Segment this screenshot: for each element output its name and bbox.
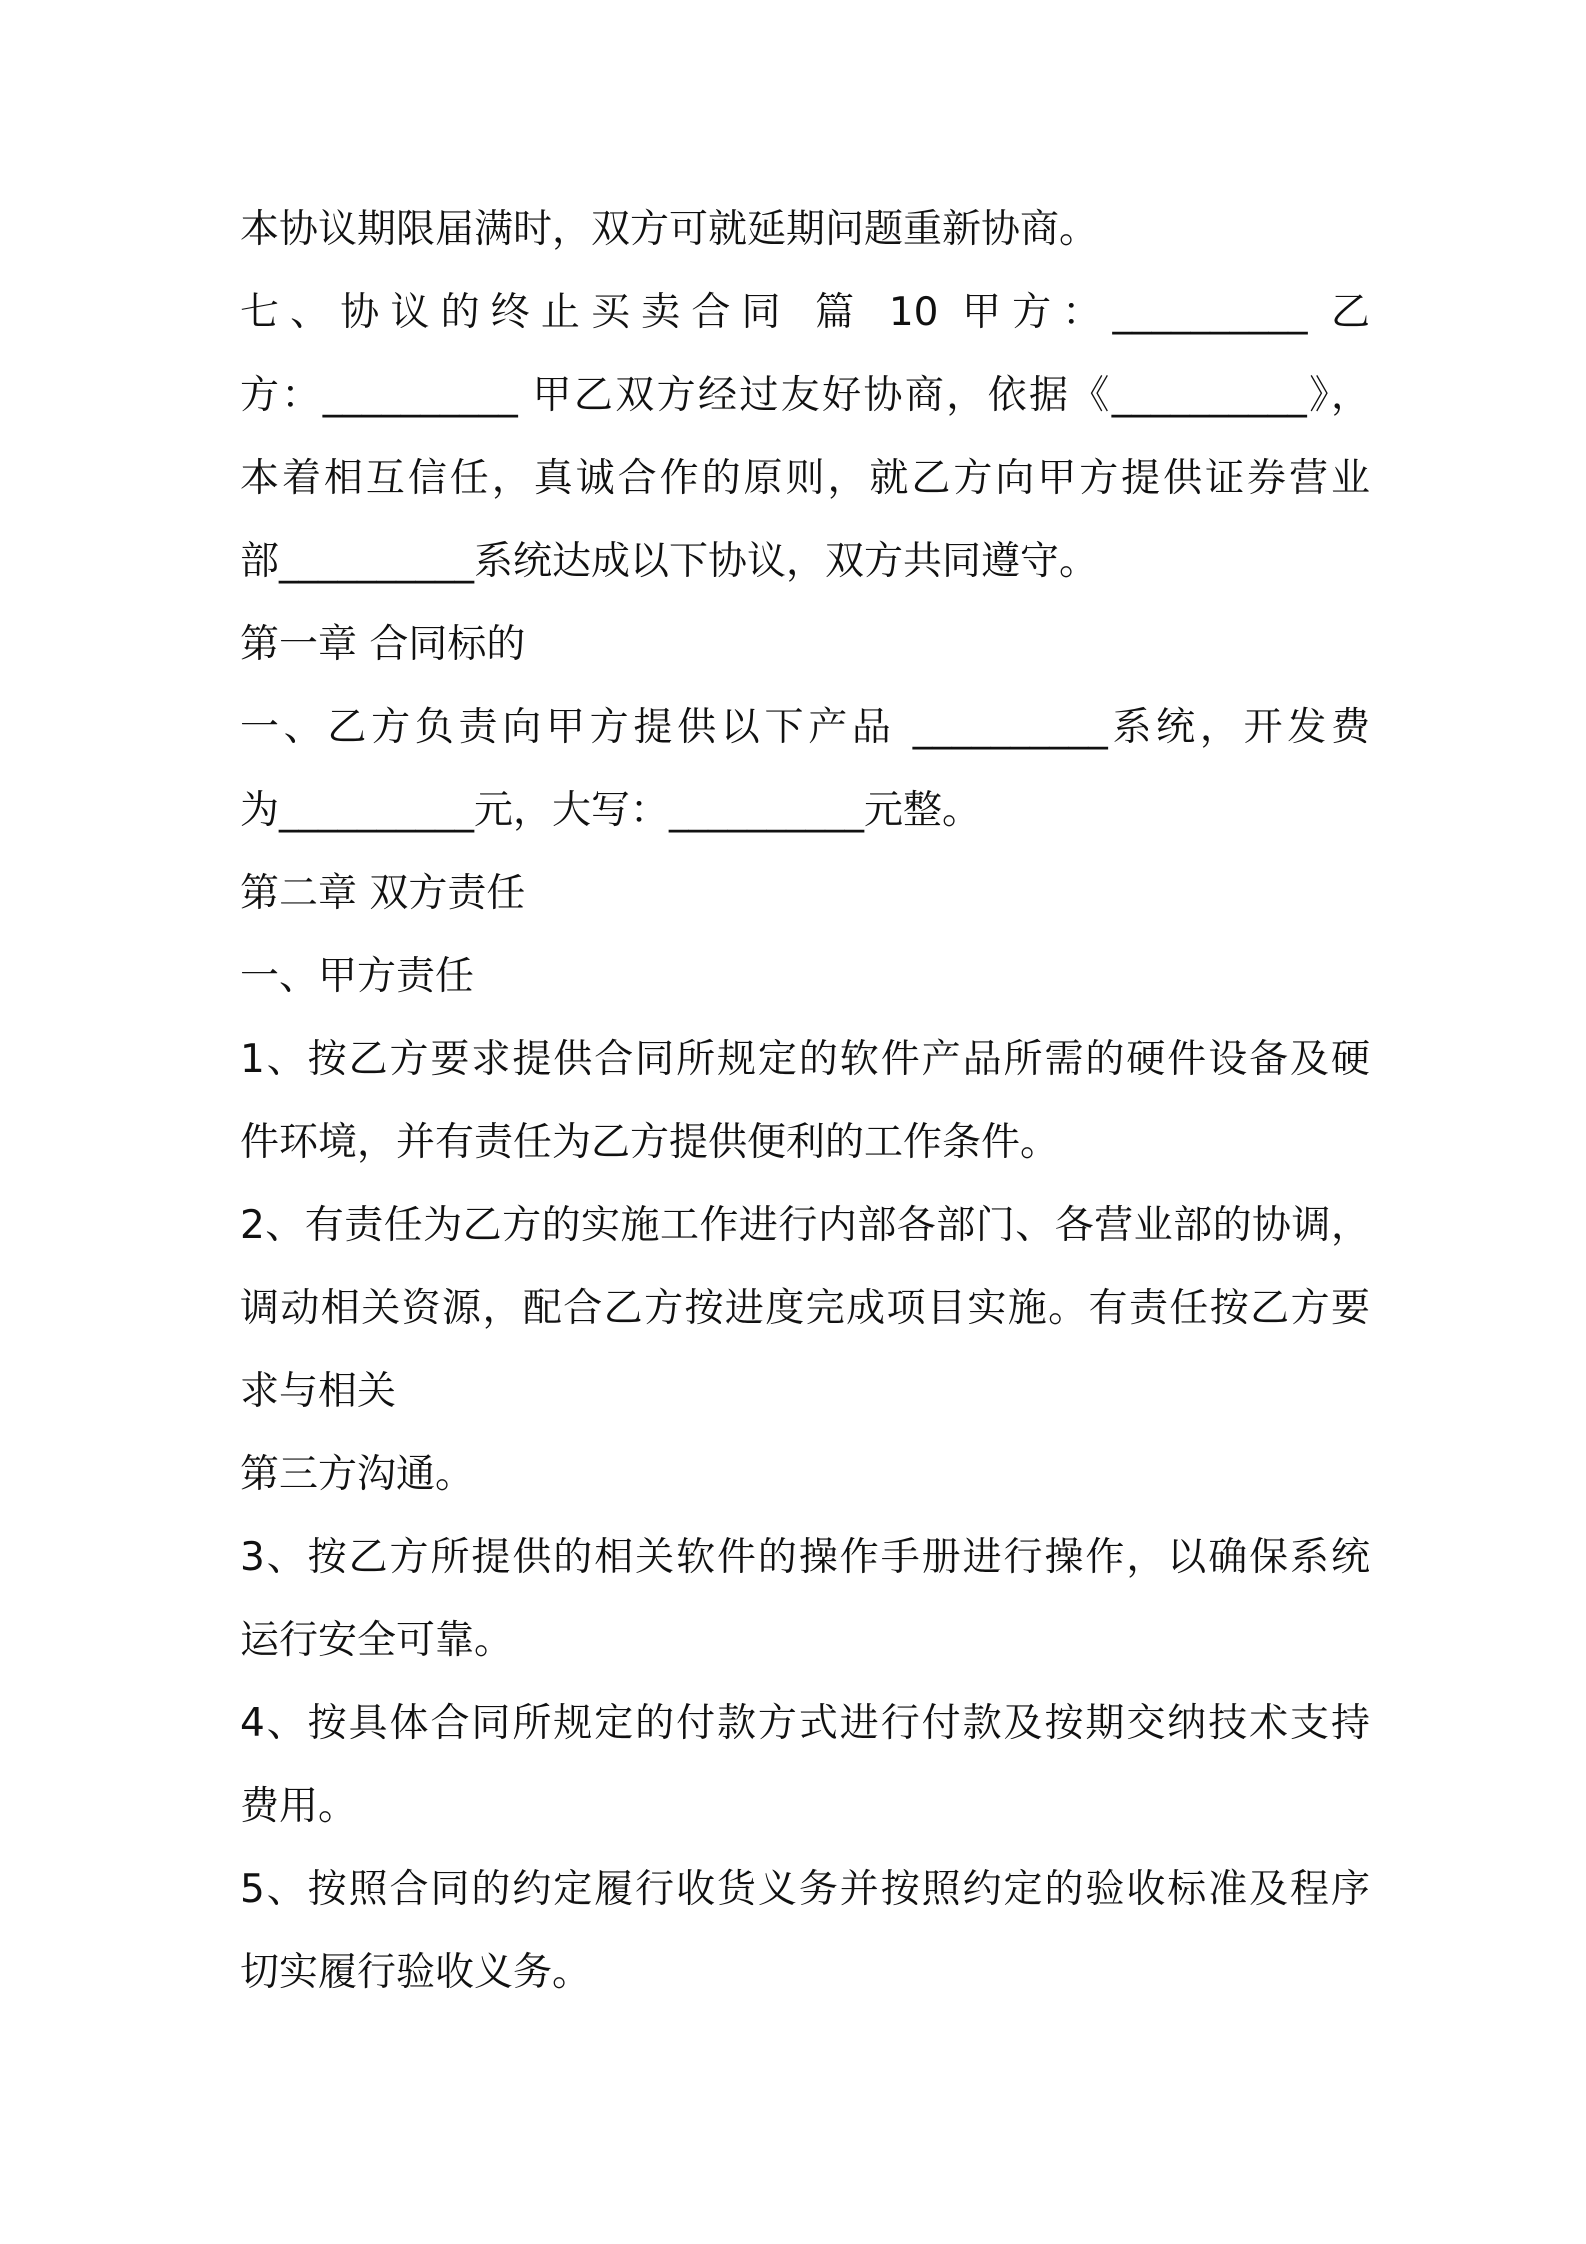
paragraph-line: 费用。 (240, 1784, 358, 1829)
paragraph-line: 调动相关资源，配合乙方按进度完成项目实施。有责任按乙方要 (240, 1286, 1370, 1331)
paragraph-line: 部__________系统达成以下协议，双方共同遵守。 (240, 539, 1099, 584)
paragraph-line: 4、按具体合同所规定的付款方式进行付款及按期交纳技术支持 (240, 1701, 1370, 1746)
paragraph-line: 求与相关 (240, 1369, 397, 1414)
chapter-heading: 第一章 合同标的 (240, 622, 526, 667)
paragraph-line: 5、按照合同的约定履行收货义务并按照约定的验收标准及程序 (240, 1867, 1370, 1912)
paragraph-line: 方：__________ 甲乙双方经过友好协商，依据《__________》， (240, 373, 1370, 418)
paragraph-line: 1、按乙方要求提供合同所规定的软件产品所需的硬件设备及硬 (240, 1037, 1370, 1082)
paragraph-line: 切实履行验收义务。 (240, 1950, 592, 1995)
paragraph-line: 运行安全可靠。 (240, 1618, 514, 1663)
section-heading: 一、甲方责任 (240, 954, 475, 999)
paragraph-line: 本着相互信任，真诚合作的原则，就乙方向甲方提供证券营业 (240, 456, 1370, 501)
paragraph-line: 一、乙方负责向甲方提供以下产品 __________系统，开发费 (240, 705, 1370, 750)
paragraph-line: 2、有责任为乙方的实施工作进行内部各部门、各营业部的协调， (240, 1203, 1370, 1248)
paragraph-line: 3、按乙方所提供的相关软件的操作手册进行操作，以确保系统 (240, 1535, 1370, 1580)
chapter-heading: 第二章 双方责任 (240, 871, 526, 916)
paragraph-line: 第三方沟通。 (240, 1452, 475, 1497)
paragraph-line: 为__________元，大写：__________元整。 (240, 788, 982, 833)
paragraph-line: 七、协议的终止买卖合同 篇 10 甲方：__________ 乙 (240, 290, 1370, 335)
paragraph-line: 本协议期限届满时，双方可就延期问题重新协商。 (240, 207, 1099, 252)
paragraph-line: 件环境，并有责任为乙方提供便利的工作条件。 (240, 1120, 1060, 1165)
document-body (240, 188, 1370, 2014)
